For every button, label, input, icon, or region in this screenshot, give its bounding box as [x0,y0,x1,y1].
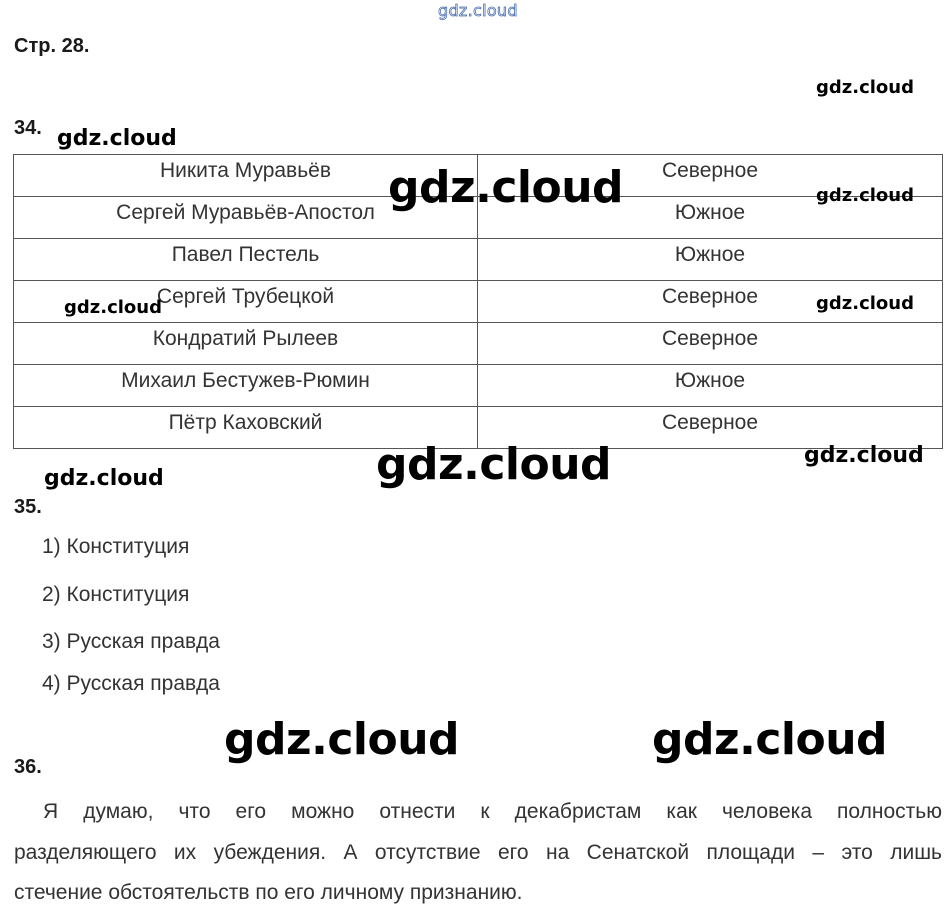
watermark: gdz.cloud [388,162,624,213]
watermark: gdz.cloud [376,439,612,490]
list-item: 3) Русская правда [42,630,220,653]
society-cell: Южное [478,239,943,281]
table-row [14,365,943,407]
society-cell: Северное [478,407,943,449]
watermark: gdz.cloud [652,714,888,765]
table-row [14,239,943,281]
answer-line: стечение обстоятельств по его личному признанию. [14,881,523,904]
name-cell: Кондратий Рылеев [14,323,478,365]
society-cell: Северное [478,155,943,197]
society-cell: Северное [478,323,943,365]
name-cell: Никита Муравьёв [14,155,478,197]
society-cell: Южное [478,197,943,239]
name-cell: Сергей Трубецкой [14,281,478,323]
watermark: gdz.cloud [224,714,460,765]
society-cell: Южное [478,365,943,407]
table-row [14,323,943,365]
answer-line: разделяющего их убеждения. А отсутствие его на Сенатской площади – это лишь [14,840,942,864]
watermark-top: gdz.cloud [438,1,518,20]
watermark: gdz.cloud [816,185,914,206]
watermark: gdz.cloud [804,443,924,468]
watermark: gdz.cloud [816,293,914,314]
list-item: 1) Конституция [42,535,190,558]
task-36-answer [14,792,942,914]
answer-line: Я думаю, что его можно отнести к декабристам как человека полностью [43,800,942,823]
page-title: Стр. 28. [14,35,90,57]
watermark: gdz.cloud [57,126,177,151]
task-34-number: 34. [14,117,42,139]
list-item: 2) Конституция [42,583,190,606]
task-36-number: 36. [14,756,42,778]
watermark: gdz.cloud [64,297,162,318]
watermark: gdz.cloud [44,466,164,491]
task-35-number: 35. [14,496,42,518]
name-cell: Сергей Муравьёв-Апостол [14,197,478,239]
name-cell: Павел Пестель [14,239,478,281]
watermark: gdz.cloud [816,77,914,98]
list-item: 4) Русская правда [42,672,220,695]
name-cell: Пётр Каховский [14,407,478,449]
society-cell: Северное [478,281,943,323]
name-cell: Михаил Бестужев-Рюмин [14,365,478,407]
